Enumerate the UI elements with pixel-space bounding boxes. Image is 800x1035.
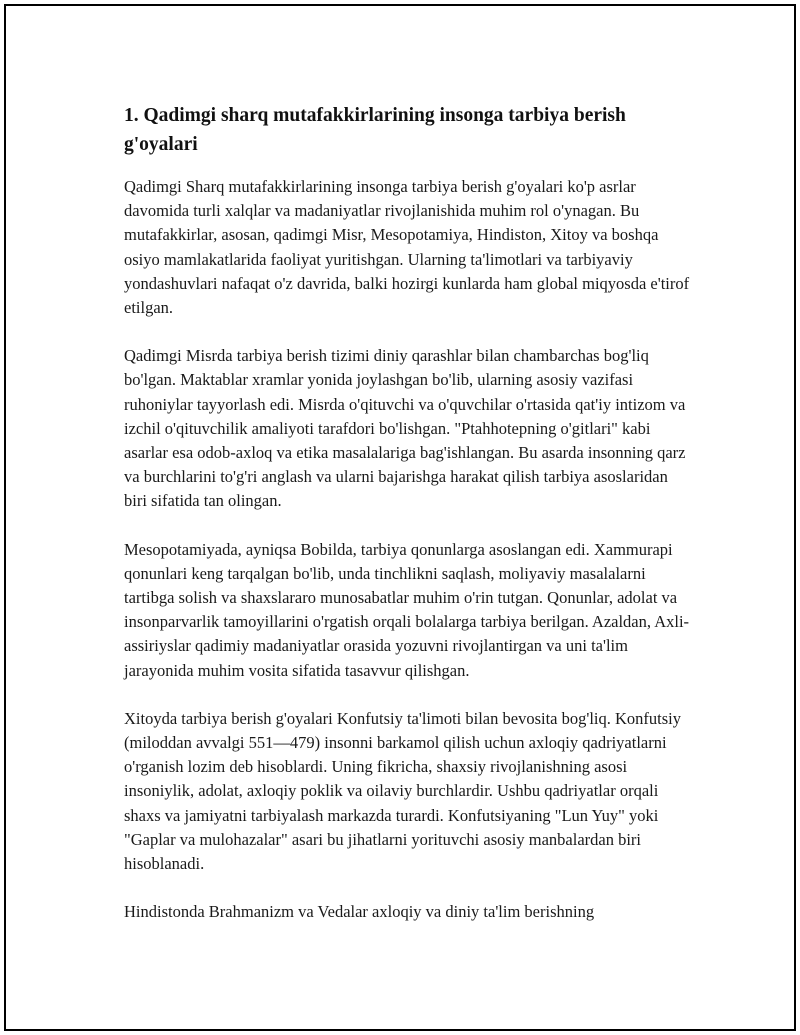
section-heading: 1. Qadimgi sharq mutafakkirlarining insonga tarbiya berish g'oyalari	[124, 105, 626, 155]
paragraph-egypt: Qadimgi Misrda tarbiya berish tizimi diniy qarashlar bilan chambarchas bog'liq bo'lgan. Maktablar xramlar yonida joylashgan bo'lib, ularning asosiy vazifasi ruhoniylar tayyorlash edi. Misrda o'qituvchi va o'quvchilar o'rtasida qat'iy intizom va izchil o'qituvchilik amaliyoti tarafdori bo'lishgan. "Ptahhotepning o'gitlari" kabi asarlar esa odob-axloq va etika masalalariga bag'ishlangan. Bu asarda insonning qarz va burchlarini to'g'ri anglash va ularni bajarishga harakat qilish tarbiya asoslaridan biri sifatida tan olingan.	[124, 346, 686, 511]
paragraph-mesopotamia: Mesopotamiyada, ayniqsa Bobilda, tarbiya qonunlarga asoslangan edi. Xammurapi qonunlari keng tarqalgan bo'lib, unda tinchlikni saqlash, moliyaviy masalalarni tartibga solish va shaxslararo munosabatlar muhim o'rin tutgan. Qonunlar, adolat va insonparvarlik tamoyillarini o'rgatish orqali bolalarga tarbiya berilgan. Azaldan, Axli-assiriyslar qadimiy madaniyatlar orasida yozuvni rivojlantirgan va uni ta'lim jarayonida muhim vosita sifatida tasavvur qilishgan.	[124, 539, 690, 680]
page-frame	[4, 4, 796, 1031]
paragraph-intro: Qadimgi Sharq mutafakkirlarining insonga tarbiya berish g'oyalari ko'p asrlar davomida turli xalqlar va madaniyatlar rivojlanishida muhim rol o'ynagan. Bu mutafakkirlar, asosan, qadimgi Misr, Mesopotamiya, Hindiston, Xitoy va boshqa osiyo mamlakatlarida faoliyat yuritishgan. Ularning ta'limotlari va tarbiyaviy yondashuvlari nafaqat o'z davrida, balki hozirgi kunlarda ham global miqyosda e'tirof etilgan.	[124, 177, 690, 318]
document-body	[124, 101, 694, 948]
paragraph-india: Hindistonda Brahmanizm va Vedalar axloqiy va diniy ta'lim berishning	[124, 902, 595, 922]
paragraph-china: Xitoyda tarbiya berish g'oyalari Konfutsiy ta'limoti bilan bevosita bog'liq. Konfutsiy (miloddan avvalgi 551—479) insonni barkamol qilish uchun axloqiy qadriyatlarni o'rganish lozim deb hisoblardi. Uning fikricha, shaxsiy rivojlanishning asosi insoniylik, adolat, axloqiy poklik va oilaviy burchlardir. Ushbu qadriyatlar orqali shaxs va jamiyatni tarbiyalash markazda turardi. Konfutsiyaning "Lun Yuy" yoki "Gaplar va mulohazalar" asari bu jihatlarni yorituvchi asosiy manbalardan biri hisoblanadi.	[124, 708, 681, 874]
